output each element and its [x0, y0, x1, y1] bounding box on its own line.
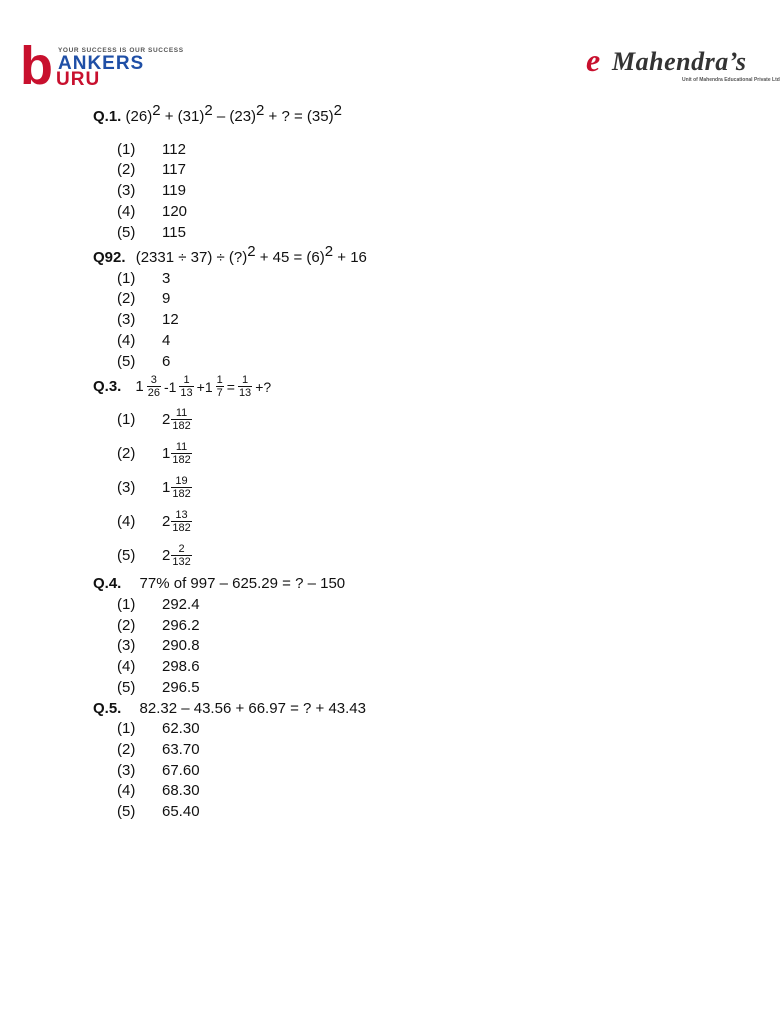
- option-item: (4) 2 13 182: [117, 509, 191, 534]
- question-text: $(26)^2 + (31)^2 - (23)^2$ + ? = $(35)^2$: [125, 102, 342, 125]
- mahendras-logo: [586, 42, 780, 86]
- option-item: (1) 292.4: [117, 596, 200, 613]
- logo-mahendras-name: Mahendra’s: [612, 47, 747, 76]
- option-item: (3) 119: [117, 182, 186, 199]
- option-item: (2) 63.70: [117, 741, 200, 758]
- option-item: (4) 4: [117, 332, 171, 349]
- fraction: 11 182: [172, 407, 191, 432]
- question-5: [93, 700, 366, 718]
- option-item: (5) 115: [117, 224, 186, 241]
- logo-tagline: YOUR SUCCESS IS OUR SUCCESS: [58, 47, 184, 54]
- fraction: $\frac{1}{7}$: [216, 374, 223, 399]
- option-item: (3) 290.8: [117, 637, 200, 654]
- option-item: (4) 68.30: [117, 782, 200, 799]
- option-item: (3) 1 19 182: [117, 475, 191, 500]
- question-number: Q.5.: [93, 700, 122, 717]
- question-text: (2331 ÷ 37) ÷ (?)$^2$ + $45 = (6)^2 + 16$: [135, 243, 367, 266]
- fraction: 1 13: [180, 374, 193, 399]
- option-item: (2) 1 11 182: [117, 441, 191, 466]
- fraction: 19 182: [172, 475, 191, 500]
- option-item: (2) 9: [117, 290, 171, 307]
- option-item: (1) 112: [117, 141, 186, 158]
- question-number: Q.4.: [93, 575, 122, 592]
- question-expression: 1 3 26 -1 1 13 +1 $\frac{1}{7}$ = $\frac{1}{13}$ +?: [135, 374, 272, 399]
- option-item: (1) 2 11 182: [117, 407, 191, 432]
- question-number: Q.1.: [93, 108, 122, 125]
- fraction: 3 26: [147, 374, 160, 399]
- logo-letter-e: e: [586, 42, 601, 78]
- option-item: (3) 12: [117, 311, 179, 328]
- fraction: 11 182: [172, 441, 191, 466]
- logo-ankers: ANKERS: [58, 53, 145, 74]
- option-item: (4) 298.6: [117, 658, 200, 675]
- question-number: Q.3.: [93, 377, 122, 395]
- bankers-guru-logo: [20, 36, 200, 96]
- option-item: (1) 3: [117, 270, 171, 287]
- option-item: (5) 65.40: [117, 803, 200, 820]
- question-4: [93, 575, 345, 593]
- question-text: 77% of 997 – 625.29 = ? – 150: [139, 575, 346, 592]
- option-item: (5) 2 2 132: [117, 543, 191, 568]
- question-1: [93, 102, 342, 126]
- fraction: 13 182: [172, 509, 191, 534]
- logo-letter-b: b: [20, 36, 53, 96]
- option-item: (2) 117: [117, 161, 186, 178]
- fraction: $\frac{1}{13}$: [238, 374, 252, 399]
- question-2: [93, 243, 367, 267]
- option-item: (5) 6: [117, 353, 171, 370]
- question-3: [93, 374, 271, 399]
- option-item: (3) 67.60: [117, 762, 200, 779]
- option-item: (4) 120: [117, 203, 188, 220]
- question-number: Q92.: [93, 249, 126, 266]
- option-item: (1) 62.30: [117, 720, 200, 737]
- option-item: (5) 296.5: [117, 679, 200, 696]
- logo-uru: URU: [56, 69, 101, 90]
- question-text: 82.32 – 43.56 + 66.97 = ? + 43.43: [139, 700, 366, 717]
- logo-mahendras-sub: Unit of Mahendra Educational Private Ltd: [682, 77, 780, 83]
- option-item: (2) 296.2: [117, 617, 200, 634]
- fraction: 2 132: [172, 543, 191, 568]
